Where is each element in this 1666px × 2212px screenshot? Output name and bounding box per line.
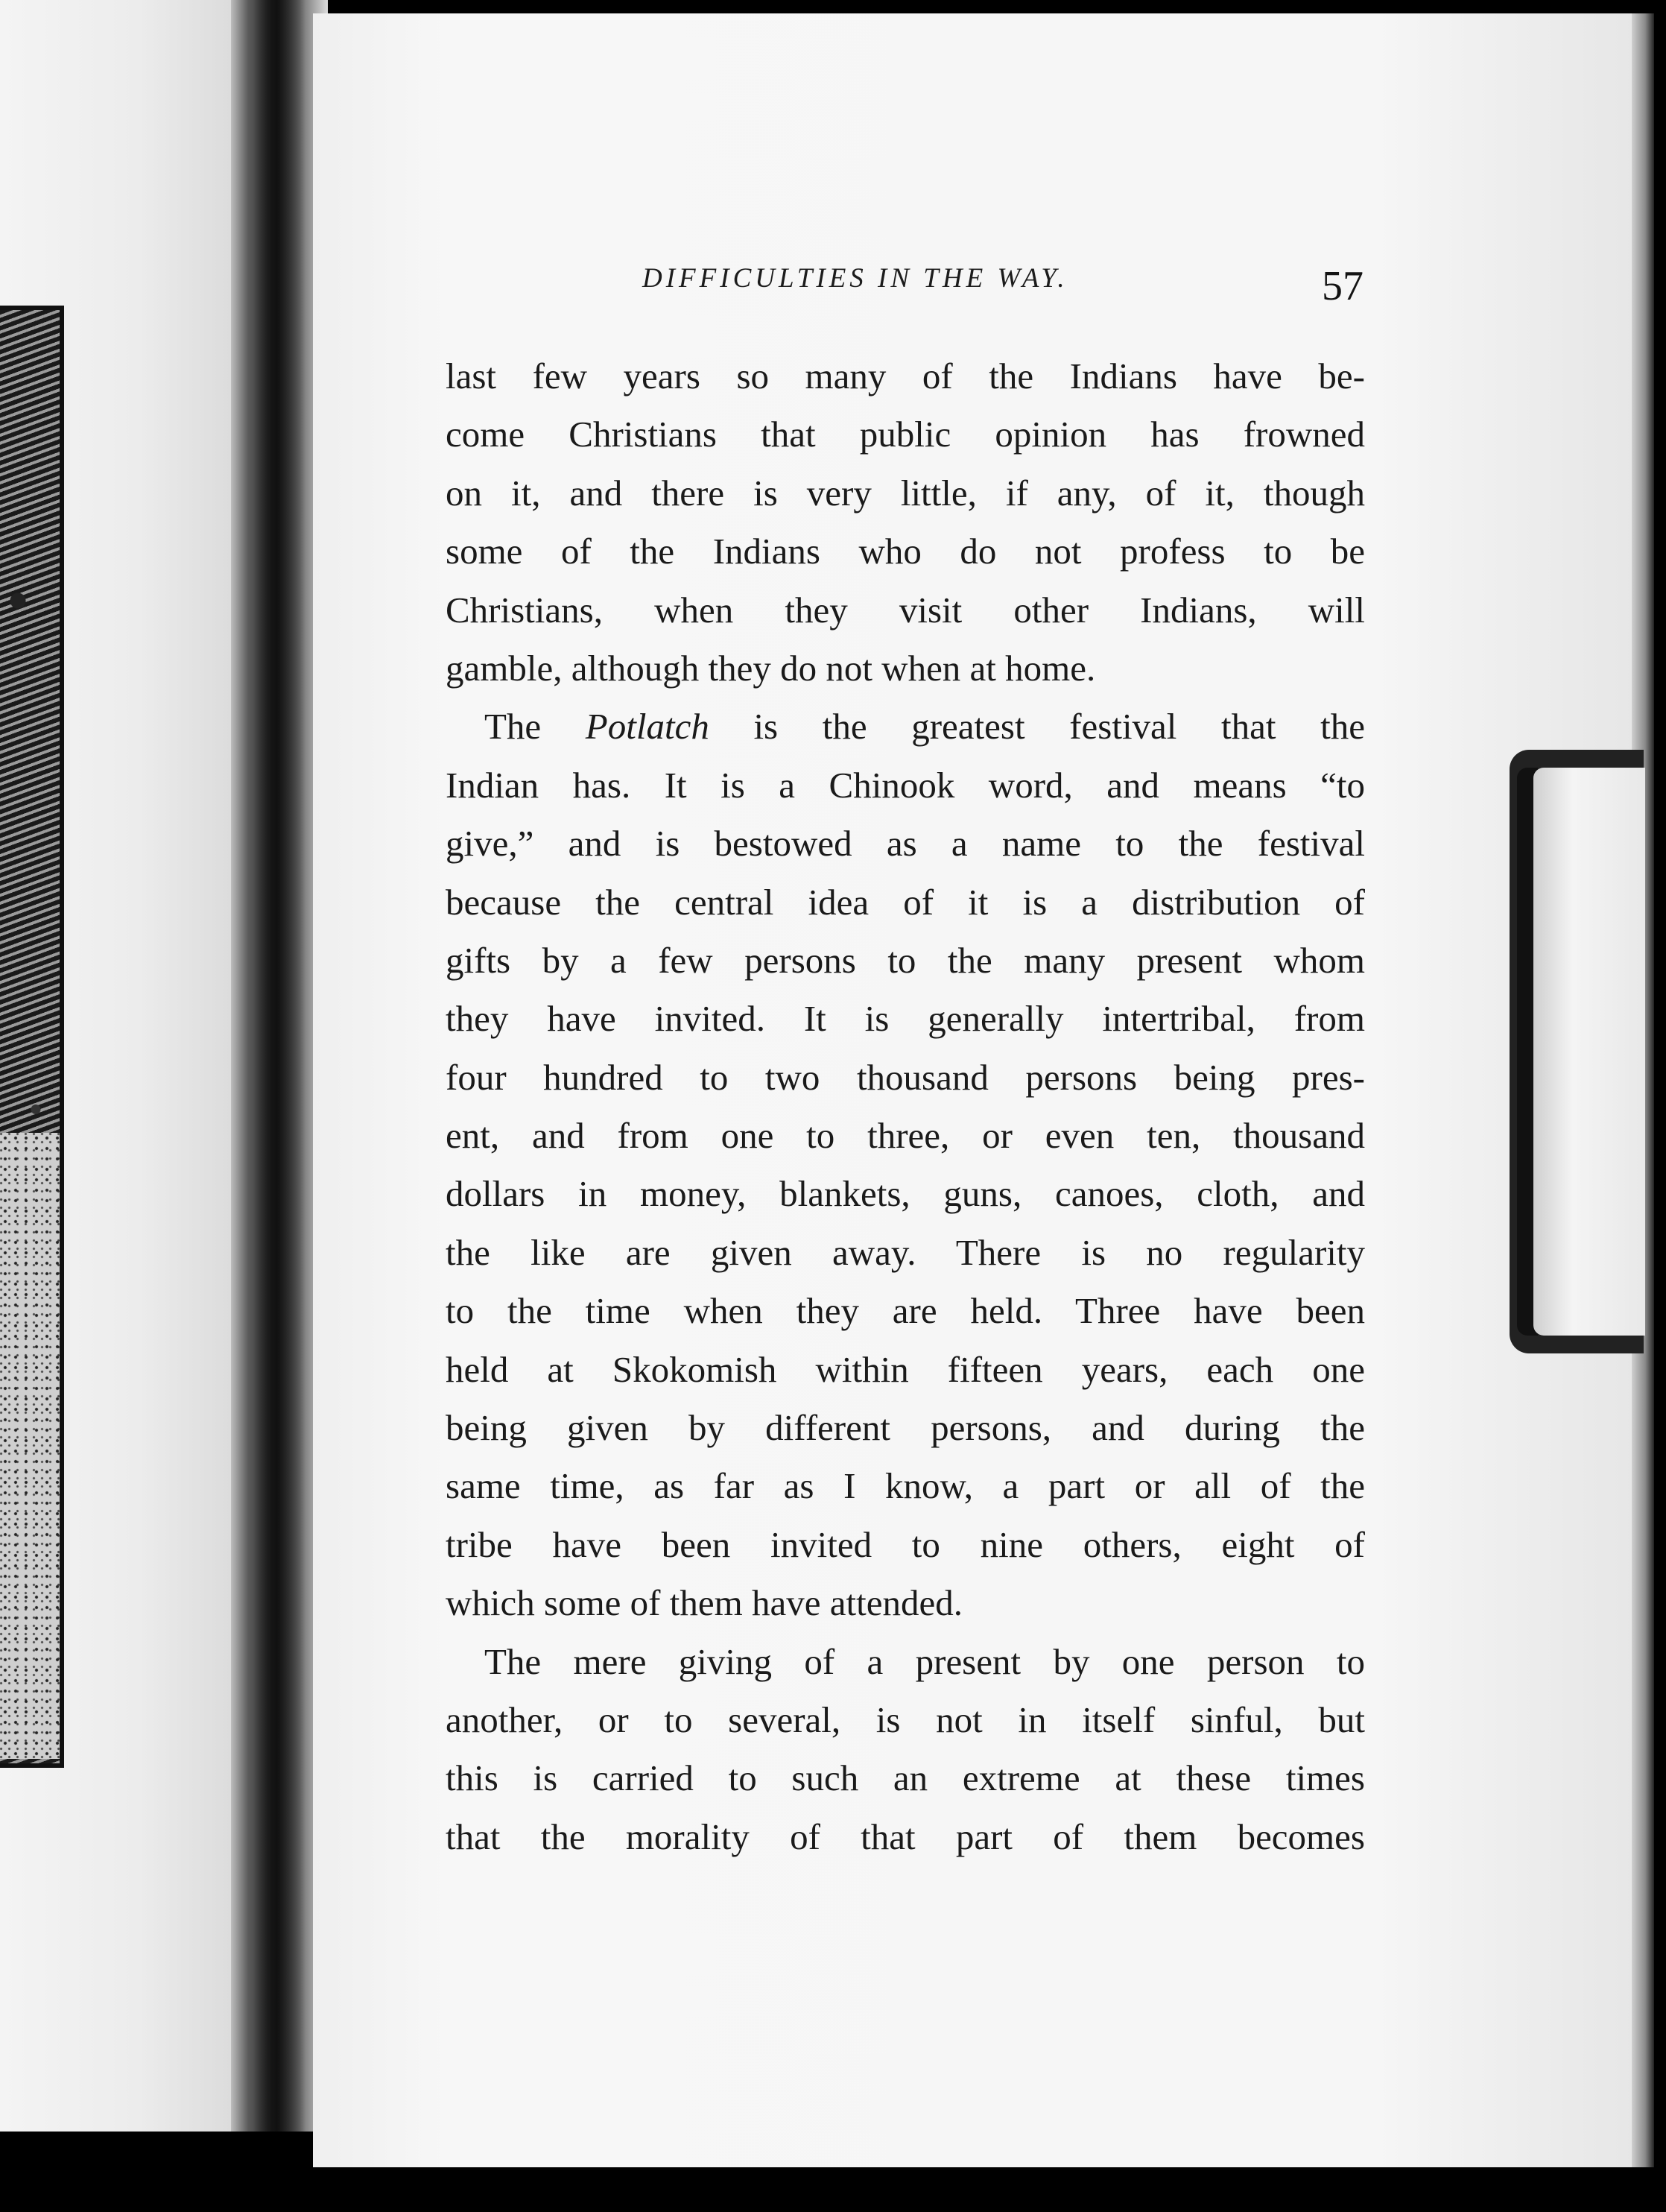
text-line: some of the Indians who do not profess to be <box>446 531 1365 572</box>
text-line: they have invited. It is generally intertribal, from <box>446 998 1365 1040</box>
gutter-shadow <box>253 0 305 2132</box>
text-line: Christians, when they visit other Indians, will <box>446 589 1365 631</box>
text-line: same time, as far as I know, a part or all of the <box>446 1465 1365 1507</box>
text-line: come Christians that public opinion has frowned <box>446 414 1365 455</box>
page-clip-face <box>1533 768 1645 1336</box>
text-line: being given by different persons, and during the <box>446 1407 1365 1449</box>
left-page-illustration-stipple <box>0 1133 64 1759</box>
text-line: Indian has. It is a Chinook word, and means “to <box>446 764 1365 806</box>
text-line: the like are given away. There is no regularity <box>446 1231 1365 1273</box>
text-line: tribe have been invited to nine others, eight of <box>446 1523 1365 1565</box>
text-line: because the central idea of it is a distribution of <box>446 881 1365 923</box>
italic-term-potlatch: Potlatch <box>585 706 709 748</box>
text-line: give,” and is bestowed as a name to the festival <box>446 823 1365 865</box>
text-line-first <box>446 698 1365 756</box>
paragraph-2 <box>446 698 1365 1632</box>
text-run: is the greatest festival that the <box>709 706 1365 748</box>
text-line: which some of them have attended. <box>446 1582 963 1624</box>
page-number: 57 <box>1322 263 1363 309</box>
text-line: The mere giving of a present by one person to <box>484 1640 1365 1682</box>
text-line: held at Skokomish within fifteen years, each one <box>446 1348 1365 1390</box>
text-line: this is carried to such an extreme at these times <box>446 1757 1365 1799</box>
text-line: on it, and there is very little, if any, of it, though <box>446 472 1365 514</box>
text-line: that the morality of that part of them becomes <box>446 1816 1365 1857</box>
paragraph-3 <box>446 1633 1365 1867</box>
running-head: DIFFICULTIES IN THE WAY. <box>642 263 1068 294</box>
text-line: ent, and from one to three, or even ten, thousand <box>446 1115 1365 1157</box>
scan-border <box>0 2167 1666 2212</box>
text-line: gifts by a few persons to the many present whom <box>446 939 1365 981</box>
paragraph-1 <box>446 347 1365 698</box>
text-line: last few years so many of the Indians have be- <box>446 356 1365 396</box>
text-line: four hundred to two thousand persons being pres- <box>446 1056 1365 1098</box>
text-run: The <box>484 706 586 748</box>
text-line: another, or to several, is not in itself sinful, but <box>446 1698 1365 1740</box>
body-text <box>446 347 1365 1866</box>
text-line: to the time when they are held. Three have been <box>446 1290 1365 1332</box>
text-line: dollars in money, blankets, guns, canoes, cloth, and <box>446 1173 1365 1215</box>
text-line: gamble, although they do not when at home. <box>446 647 1096 689</box>
